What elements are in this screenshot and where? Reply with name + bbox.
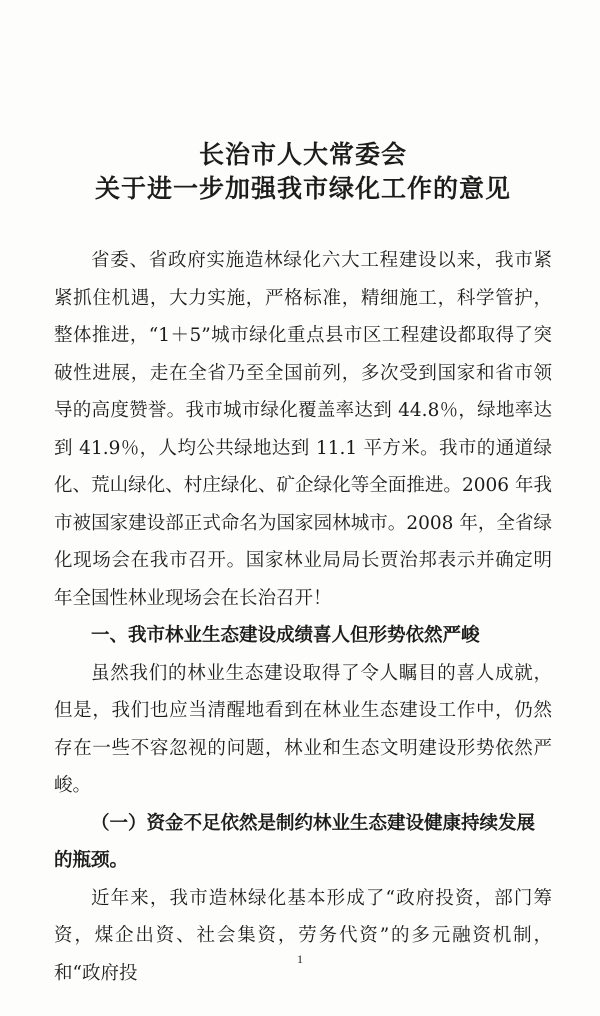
section-heading-1: 一、我市林业生态建设成绩喜人但形势依然严峻 [91, 625, 480, 646]
document-body [54, 242, 552, 992]
paragraph-intro: 省委、省政府实施造林绿化六大工程建设以来，我市紧紧抓住机遇，大力实施，严格标准，精细施工，科学管护，整体推进，“1＋5”城市绿化重点县市区工程建设都取得了突破性进展，走在全省乃至全国前列，多次受到国家和省市领导的高度赞誉。我市城市绿化覆盖率达到 44.8％，绿地率达到 41.9％，人均公共绿地达到 11.1 平方米。我市的通道绿化、荒山绿化、村庄绿化、矿企绿化等全面推进。2006 年我市被国家建设部正式命名为国家园林城市。2008 年，全省绿化现场会在我市召开。国家林业局局长贾治邦表示并确定明年全国性林业现场会在长治召开！ [54, 250, 552, 609]
document-title [54, 138, 552, 206]
paragraph-subsection-1: 近年来，我市造林绿化基本形成了“政府投资，部门筹资，煤企出资、社会集资，劳务代资”的多元融资机制，和“政府投 [54, 887, 552, 984]
paragraph-section-1: 虽然我们的林业生态建设取得了令人瞩目的喜人成就，但是，我们也应当清醒地看到在林业生态建设工作中，仍然存在一些不容忽视的问题，林业和生态文明建设形势依然严峻。 [54, 662, 552, 796]
page-number: 1 [297, 952, 303, 966]
title-line-2: 关于进一步加强我市绿化工作的意见 [94, 174, 511, 203]
title-line-1: 长治市人大常委会 [198, 140, 407, 169]
subsection-heading-1: （一）资金不足依然是制约林业生态建设健康持续发展的瓶颈。 [54, 812, 536, 871]
